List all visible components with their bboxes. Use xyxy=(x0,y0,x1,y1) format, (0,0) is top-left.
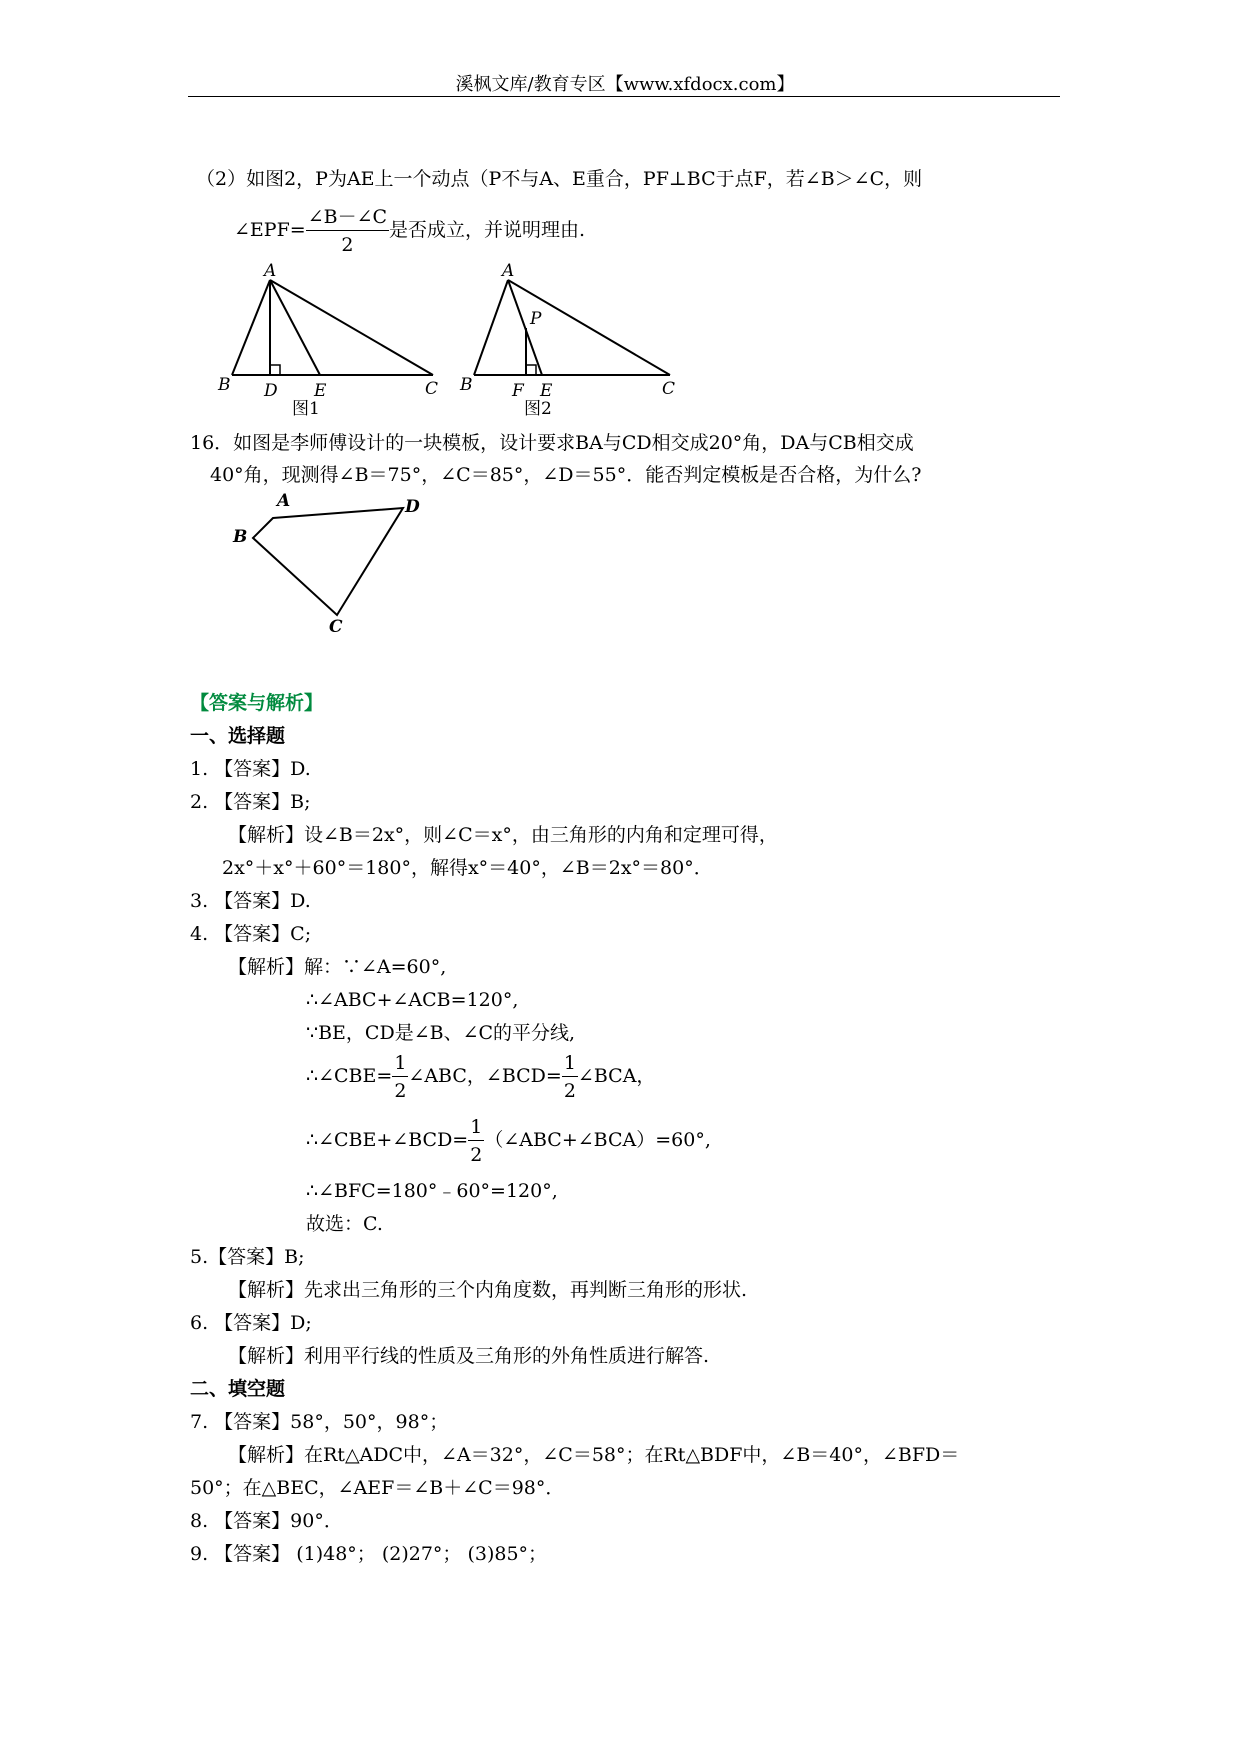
quad-label-c: C xyxy=(329,617,343,635)
fig1-right-angle-mark xyxy=(270,365,280,375)
fig2-label-b: B xyxy=(460,375,473,395)
answer-1: 1. 【答案】D. xyxy=(190,758,311,780)
fig1-side-ab xyxy=(232,280,270,375)
q15-part2-line2 xyxy=(234,202,585,259)
exp4-part-a: ∴∠CBE= xyxy=(306,1065,393,1087)
fig1-label-a: A xyxy=(264,261,277,281)
answer-4-explanation-4 xyxy=(306,1048,655,1105)
answer-7: 7. 【答案】58°，50°，98°； xyxy=(190,1411,449,1433)
answer-4-explanation-2: ∴∠ABC+∠ACB=120°, xyxy=(306,989,519,1011)
q15-prefix: ∠EPF= xyxy=(234,219,306,241)
q15-fraction xyxy=(306,204,389,259)
section-choice: 一、选择题 xyxy=(190,725,286,747)
fig2-right-angle-mark xyxy=(526,365,536,375)
fig2-label-a: A xyxy=(502,261,515,281)
answer-9: 9. 【答案】 (1)48°； (2)27°； (3)85°； xyxy=(190,1543,548,1565)
fig1-label-e: E xyxy=(314,381,327,401)
answer-8: 8. 【答案】90°． xyxy=(190,1510,343,1532)
fig2-caption: 图2 xyxy=(524,399,552,418)
exp4-part-c: ∠BCA， xyxy=(577,1065,656,1087)
half-den-3: 2 xyxy=(470,1143,483,1166)
section-fill: 二、填空题 xyxy=(190,1378,286,1400)
answer-6-explanation: 【解析】利用平行线的性质及三角形的外角性质进行解答. xyxy=(228,1345,710,1367)
answer-5: 5.【答案】B; xyxy=(190,1246,305,1268)
answer-4-explanation-6: ∴∠BFC=180°﹣60°=120°, xyxy=(306,1180,558,1202)
quad-label-d: D xyxy=(405,497,420,517)
answer-4-explanation-7: 故选：C. xyxy=(306,1213,383,1235)
q16-line1: 16．如图是李师傅设计的一块模板，设计要求BA与CD相交成20°角，DA与CB相交成 xyxy=(190,432,914,454)
half-fraction-2 xyxy=(562,1050,578,1105)
fig1-label-b: B xyxy=(218,375,231,395)
half-fraction-1 xyxy=(392,1050,408,1105)
fig1-label-d: D xyxy=(264,381,278,401)
answer-2-explanation-2: 2x°＋x°＋60°＝180°，解得x°＝40°，∠B＝2x°＝80°． xyxy=(222,857,713,879)
q15-suffix: 是否成立，并说明理由. xyxy=(389,219,586,241)
q15-fraction-den: 2 xyxy=(341,233,354,256)
answer-4: 4. 【答案】C; xyxy=(190,923,312,945)
exp5-part-b: （∠ABC+∠BCA）=60°, xyxy=(484,1129,711,1151)
fig2-label-p: P xyxy=(530,309,542,329)
half-den-1: 2 xyxy=(394,1079,407,1102)
q15-part2-line1: （2）如图2，P为AE上一个动点（P不与A、E重合，PF⊥BC于点F，若∠B＞∠C，则 xyxy=(196,168,923,190)
exp4-part-b: ∠ABC，∠BCD= xyxy=(408,1065,562,1087)
fig2-label-e: E xyxy=(540,381,553,401)
q16-line2: 40°角，现测得∠B＝75°，∠C＝85°，∠D＝55°．能否判定模板是否合格，为什么? xyxy=(210,464,922,486)
answer-4-explanation-5 xyxy=(306,1112,711,1169)
fig1-label-c: C xyxy=(425,379,439,399)
answers-heading: 【答案与解析】 xyxy=(190,692,324,714)
answer-6: 6. 【答案】D; xyxy=(190,1312,312,1334)
figure-quadrilateral xyxy=(225,490,435,635)
answer-7-explanation-2: 50°；在△BEC，∠AEF＝∠B＋∠C＝98°． xyxy=(190,1477,565,1499)
fig2-label-c: C xyxy=(662,379,676,399)
answer-5-explanation: 【解析】先求出三角形的三个内角度数，再判断三角形的形状. xyxy=(228,1279,748,1301)
answer-2-explanation-1: 【解析】设∠B＝2x°，则∠C＝x°，由三角形的内角和定理可得， xyxy=(228,824,778,846)
answer-4-explanation-1: 【解析】解：∵∠A=60°, xyxy=(228,956,447,978)
figure-2 xyxy=(452,258,692,418)
quadrilateral-abcd xyxy=(253,508,403,615)
fig2-side-ab xyxy=(474,280,508,375)
q15-fraction-num: ∠B－∠C xyxy=(306,204,389,231)
half-num-2: 1 xyxy=(562,1050,578,1077)
quad-label-b: B xyxy=(233,527,248,547)
header-rule xyxy=(188,96,1060,97)
half-num-1: 1 xyxy=(392,1050,408,1077)
page-header: 溪枫文库/教育专区【www.xfdocx.com】 xyxy=(455,74,795,95)
answer-2: 2. 【答案】B; xyxy=(190,791,311,813)
answer-4-explanation-3: ∵BE，CD是∠B、∠C的平分线, xyxy=(306,1022,576,1044)
half-den-2: 2 xyxy=(563,1079,576,1102)
figure-1 xyxy=(210,258,450,418)
quad-label-a: A xyxy=(277,491,291,511)
exp5-part-a: ∴∠CBE+∠BCD= xyxy=(306,1129,469,1151)
half-fraction-3 xyxy=(468,1114,484,1169)
answer-7-explanation-1: 【解析】在Rt△ADC中，∠A＝32°，∠C＝58°；在Rt△BDF中，∠B＝40°，∠BFD＝ xyxy=(228,1444,960,1466)
half-num-3: 1 xyxy=(468,1114,484,1141)
fig2-label-f: F xyxy=(512,381,524,401)
answer-3: 3. 【答案】D. xyxy=(190,890,311,912)
fig1-caption: 图1 xyxy=(292,399,320,418)
